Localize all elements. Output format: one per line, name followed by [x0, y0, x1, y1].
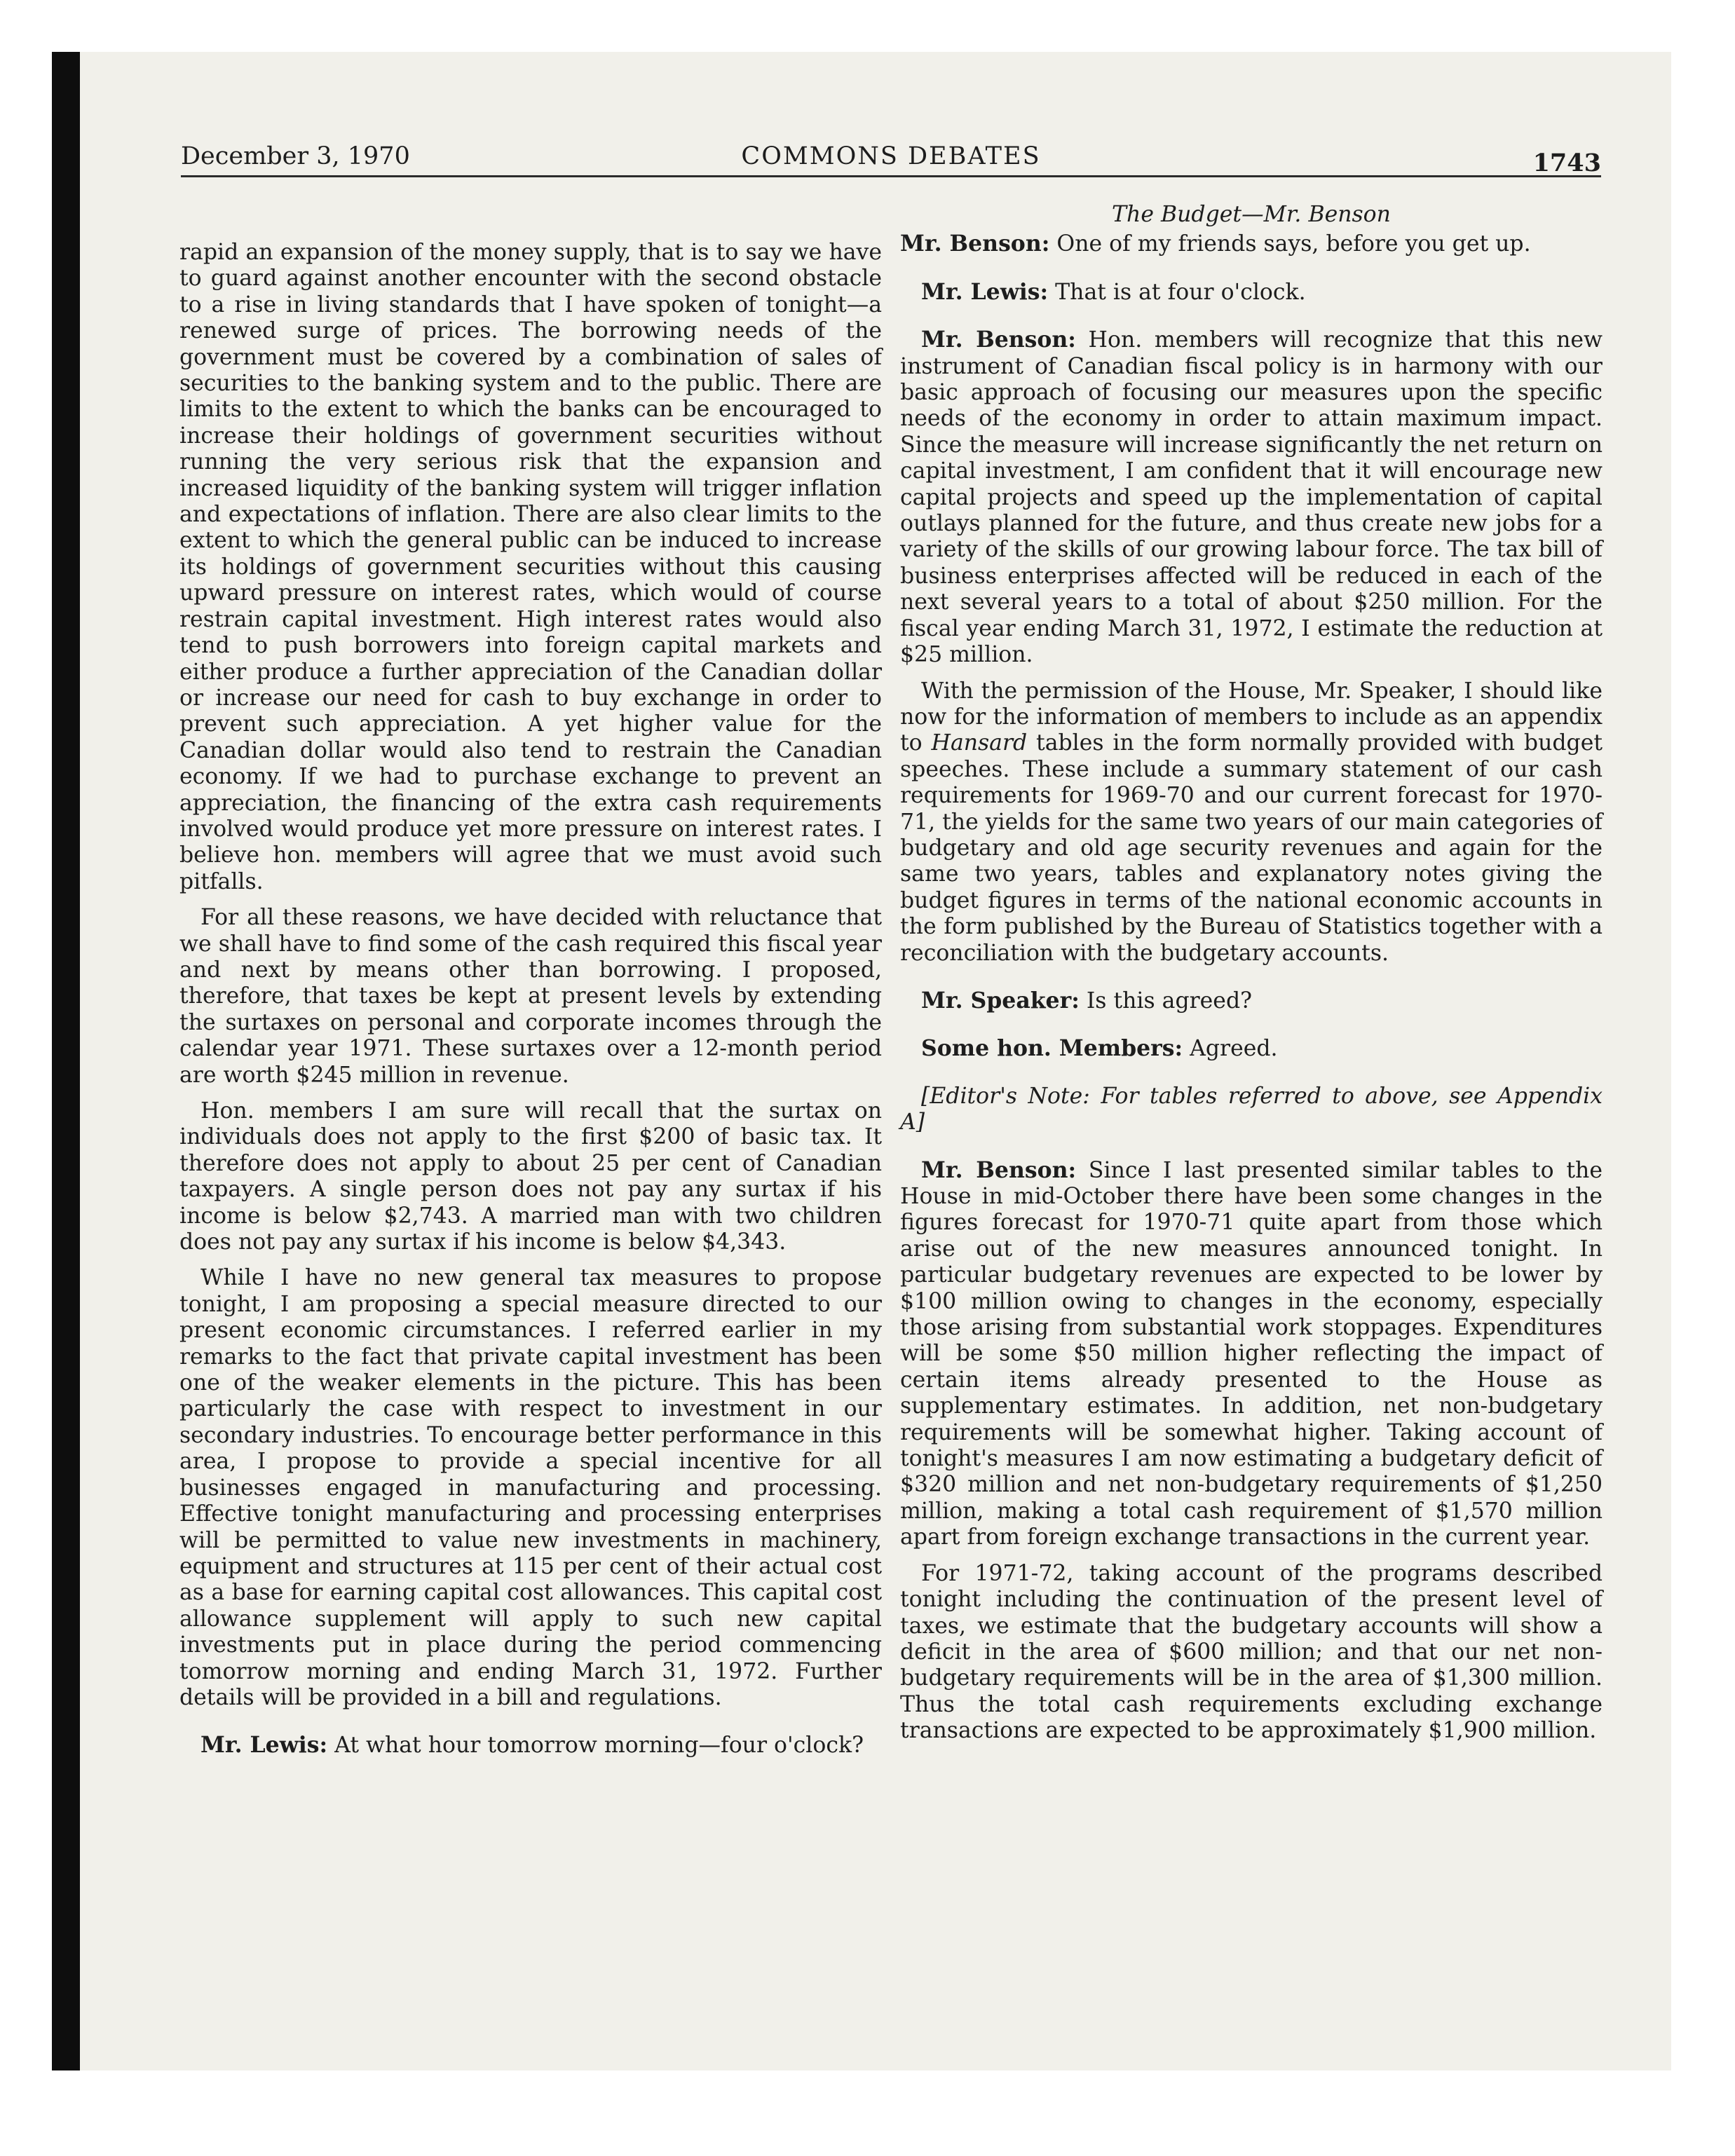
paragraph-text: With the permission of the House, Mr. Speaker, I should like now for the information of members to include as an appendix to: [900, 678, 1603, 756]
speaker-name: Mr. Benson:: [921, 1157, 1077, 1183]
editor-note: [Editor's Note: For tables referred to above, see Appendix A]: [900, 1083, 1603, 1135]
speaker-name: Some hon. Members:: [921, 1035, 1183, 1062]
paragraph: rapid an expansion of the money supply, that is to say we have to guard against another encounter with the second obstacle to a rise in living standards that I have spoken of tonight—a renewed surge of prices. The borrowing needs of the government must be covered by a combination of sales of securities to the banking system and to the public. There are limits to the extent to which the banks can be encouraged to increase their holdings of government securities without running the very serious risk that the expansion and increased liquidity of the banking system will trigger inflation and expectations of inflation. There are also clear limits to the extent to which the general public can be induced to increase its holdings of government securities without this causing upward pressure on interest rates, which would of course restrain capital investment. High interest rates would also tend to push borrowers into foreign capital markets and either produce a further appreciation of the Canadian dollar or increase our need for cash to buy exchange in order to prevent such appreciation. A yet higher value for the Canadian dollar would also tend to restrain the Canadian economy. If we had to purchase exchange to prevent an appreciation, the financing of the extra cash requirements involved would produce yet more pressure on interest rates. I believe hon. members will agree that we must avoid such pitfalls.: [179, 240, 882, 894]
header-date: December 3, 1970: [181, 142, 410, 170]
speaker-name: Mr. Benson:: [900, 231, 1050, 257]
speaker-name: Mr. Lewis:: [921, 278, 1049, 305]
paragraph: Hon. members I am sure will recall that the surtax on individuals does not apply to the first $200 of basic tax. It therefore does not apply to about 25 per cent of Canadian taxpayers. A single person does not pay any surtax if his income is below $2,743. A married man with two children does not pay any surtax if his income is below $4,343.: [179, 1098, 882, 1255]
header-rule: [181, 175, 1601, 177]
paragraph-text: tables in the form normally provided with budget speeches. These include a summary statement of our cash requirements for 1969-70 and our current forecast for 1970-71, the yields for the same two years of our main categories of budgetary and old age security revenues and again for the same two years, tables and explanatory notes giving the budget figures in terms of the national economic accounts in the form published by the Bureau of Statistics together with a reconciliation with the budgetary accounts.: [900, 730, 1603, 966]
section-heading: The Budget—Mr. Benson: [1112, 202, 1391, 227]
hansard-title: Hansard: [931, 730, 1028, 756]
speech-paragraph: [900, 1035, 1603, 1062]
speech-text: Hon. members will recognize that this new instrument of Canadian fiscal policy is in harmony with our basic approach of focusing our measures upon the specific needs of the economy in order to attain maximum impact. Since the measure will increase significantly the net return on capital investment, I am confident that it will encourage new capital projects and speed up the implementation of capital outlays planned for the future, and thus create new jobs for a variety of the skills of our growing labour force. The tax bill of business enterprises affected will be reduced in each of the next several years to a total of about $250 million. For the fiscal year ending March 31, 1972, I estimate the reduction at $25 million.: [900, 327, 1603, 668]
document-page: [52, 52, 1671, 2070]
speech-text: At what hour tomorrow morning—four o'clock?: [327, 1733, 864, 1759]
paragraph: For 1971-72, taking account of the programs described tonight including the continuation of the present level of taxes, we estimate that the budgetary accounts will show a deficit in the area of $600 million; and that our net non-budgetary requirements will be in the area of $1,300 million. Thus the total cash requirements excluding exchange transactions are expected to be approximately $1,900 million.: [900, 1560, 1603, 1744]
speaker-name: Mr. Benson:: [921, 327, 1076, 353]
speech-text: That is at four o'clock.: [1048, 279, 1306, 305]
speech-text: Since I last presented similar tables to the House in mid-October there have been some changes in the figures forecast for 1970-71 quite apart from those which arise out of the new measures announced tonight. In particular budgetary revenues are expected to be lower by $100 million owing to changes in the economy, especially those arising from substantial work stoppages. Expenditures will be some $50 million higher reflecting the impact of certain items already presented to the House as supplementary estimates. In addition, net non-budgetary requirements will be somewhat higher. Taking account of tonight's measures I am now estimating a budgetary deficit of $320 million and net non-budgetary requirements of $1,250 million, making a total cash requirement of $1,570 million apart from foreign exchange transactions in the current year.: [900, 1157, 1603, 1550]
speech-paragraph: [900, 231, 1603, 257]
speech-text: One of my friends says, before you get up.: [1049, 231, 1531, 257]
paragraph: [900, 678, 1603, 967]
right-column: [900, 202, 1603, 1745]
speech-text: Is this agreed?: [1079, 988, 1252, 1014]
speaker-name: Mr. Speaker:: [921, 987, 1080, 1014]
running-header: [181, 140, 1601, 177]
speech-paragraph: [900, 1157, 1603, 1551]
left-column: [179, 240, 882, 1759]
paragraph: While I have no new general tax measures to propose tonight, I am proposing a special measure directed to our present economic circumstances. I referred earlier in my remarks to the fact that private capital investment has been one of the weaker elements in the picture. This has been particularly the case with respect to investment in our secondary industries. To encourage better performance in this area, I propose to provide a special incentive for all businesses engaged in manufacturing and processing. Effective tonight manufacturing and processing enterprises will be permitted to value new investments in machinery, equipment and structures at 115 per cent of their actual cost as a base for earning capital cost allowances. This capital cost allowance supplement will apply to such new capital investments put in place during the period commencing tomorrow morning and ending March 31, 1972. Further details will be provided in a bill and regulations.: [179, 1265, 882, 1710]
scan-binding-edge: [52, 52, 80, 2070]
paragraph: For all these reasons, we have decided with reluctance that we shall have to find some of the cash required this fiscal year and next by means other than borrowing. I proposed, therefore, that taxes be kept at present levels by extending the surtaxes on personal and corporate incomes through the calendar year 1971. These surtaxes over a 12-month period are worth $245 million in revenue.: [179, 905, 882, 1088]
speaker-name: Mr. Lewis:: [200, 1732, 328, 1759]
speech-paragraph: [900, 279, 1603, 306]
header-title: COMMONS DEBATES: [741, 142, 1041, 170]
speech-paragraph: [900, 988, 1603, 1014]
speech-paragraph: [900, 327, 1603, 668]
speech-paragraph: [179, 1732, 882, 1759]
speech-text: Agreed.: [1183, 1036, 1278, 1062]
page-number: 1743: [1532, 149, 1601, 177]
